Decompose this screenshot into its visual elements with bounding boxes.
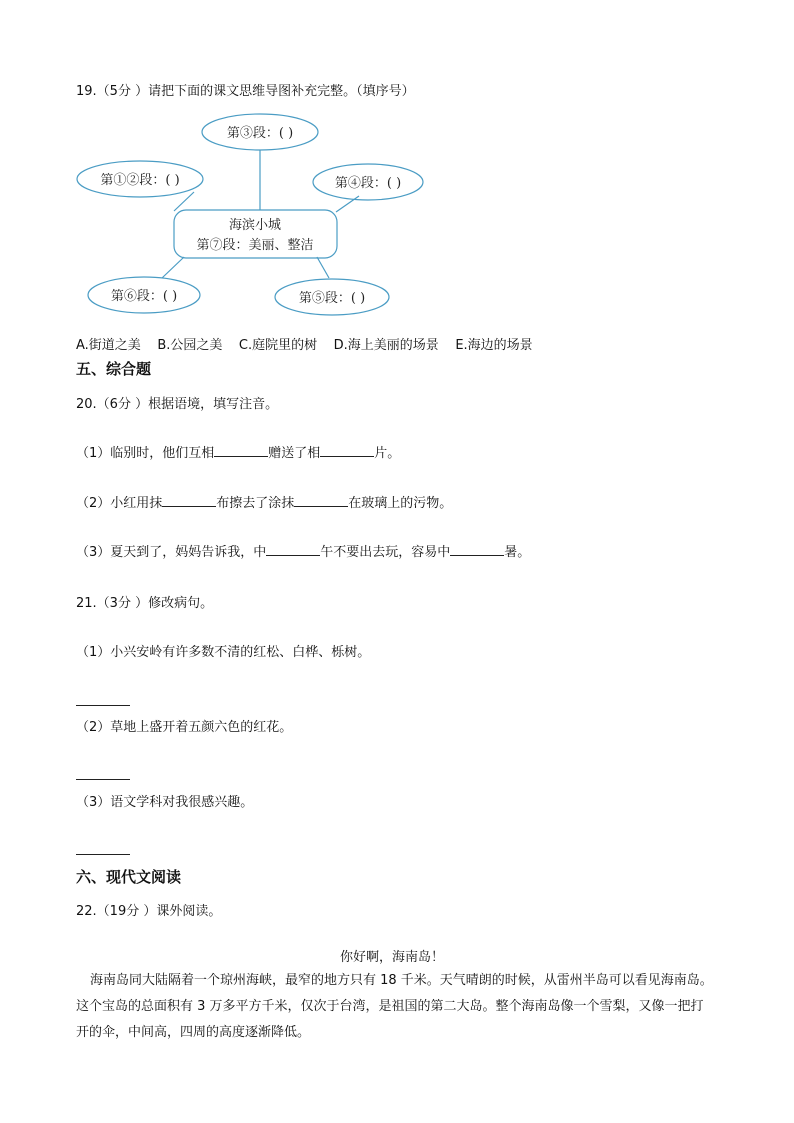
q19-stem: 19.（5分 ）请把下面的课文思维导图补充完整。（填序号） — [76, 84, 415, 99]
node-right-label: 第④段：( ) — [334, 176, 402, 191]
answer-blank[interactable] — [266, 542, 320, 556]
connector-bottom-right — [317, 257, 329, 278]
q20-item-3-part-c: 暑。 — [504, 545, 531, 560]
answer-line[interactable] — [76, 854, 130, 855]
q21-item-2: （2）草地上盛开着五颜六色的红花。 — [76, 720, 293, 735]
q22-stem: 22.（19分 ）课外阅读。 — [76, 904, 222, 919]
q20-item-2-part-a: （2）小红用抹 — [76, 496, 163, 511]
q20-item-3-part-a: （3）夏天到了，妈妈告诉我，中 — [76, 545, 267, 560]
q20-stem: 20.（6分 ）根据语境，填写注音。 — [76, 397, 279, 412]
q21-item-1: （1）小兴安岭有许多数不清的红松、白桦、栎树。 — [76, 645, 371, 660]
q20-item-1-part-a: （1）临别时，他们互相 — [76, 446, 215, 461]
answer-line[interactable] — [76, 779, 130, 780]
q21-item-3: （3）语文学科对我很感兴趣。 — [76, 795, 254, 810]
q19-options: A.街道之美 B.公园之美 C.庭院里的树 D.海上美丽的场景 E.海边的场景 — [76, 338, 533, 353]
section-heading-5: 五、综合题 — [76, 360, 152, 378]
mind-map-diagram — [74, 112, 434, 324]
connector-bottom-left — [162, 257, 184, 278]
answer-blank[interactable] — [162, 493, 216, 507]
answer-blank[interactable] — [320, 443, 374, 457]
answer-blank[interactable] — [450, 542, 504, 556]
q20-item-1-part-b: 赠送了相 — [268, 446, 321, 461]
center-label-line2: 第⑦段：美丽、整洁 — [196, 238, 314, 253]
article-title: 你好啊，海南岛！ — [340, 950, 445, 965]
q20-item-2 — [76, 492, 452, 511]
node-bottom-right-label: 第⑤段：( ) — [298, 291, 366, 306]
center-label-line1: 海滨小城 — [228, 218, 282, 233]
answer-blank[interactable] — [214, 443, 268, 457]
answer-line[interactable] — [76, 705, 130, 706]
q20-item-3 — [76, 541, 530, 560]
q20-item-2-part-c: 在玻璃上的污物。 — [348, 496, 453, 511]
node-left-label: 第①②段：( ) — [100, 173, 180, 188]
article-paragraph: 海南岛同大陆隔着一个琼州海峡，最窄的地方只有 18 千米。天气晴朗的时候，从雷州半岛可以看见海南岛。这个宝岛的总面积有 3 万多平方千米，仅次于台湾，是祖国的第二大岛。整个海南岛像一个雪梨，又像一把打开的伞，中间高，四周的高度逐渐降低。 — [76, 973, 713, 1040]
q20-item-2-part-b: 布擦去了涂抹 — [216, 496, 295, 511]
section-heading-6: 六、现代文阅读 — [76, 868, 182, 886]
answer-blank[interactable] — [294, 493, 348, 507]
q21-stem: 21.（3分 ）修改病句。 — [76, 596, 214, 611]
node-bottom-left-label: 第⑥段：( ) — [110, 289, 178, 304]
q20-item-1 — [76, 442, 400, 461]
connector-left — [174, 192, 194, 211]
q20-item-1-part-c: 片。 — [374, 446, 401, 461]
q20-item-3-part-b: 午不要出去玩，容易中 — [320, 545, 451, 560]
node-top-label: 第③段：( ) — [226, 126, 294, 141]
